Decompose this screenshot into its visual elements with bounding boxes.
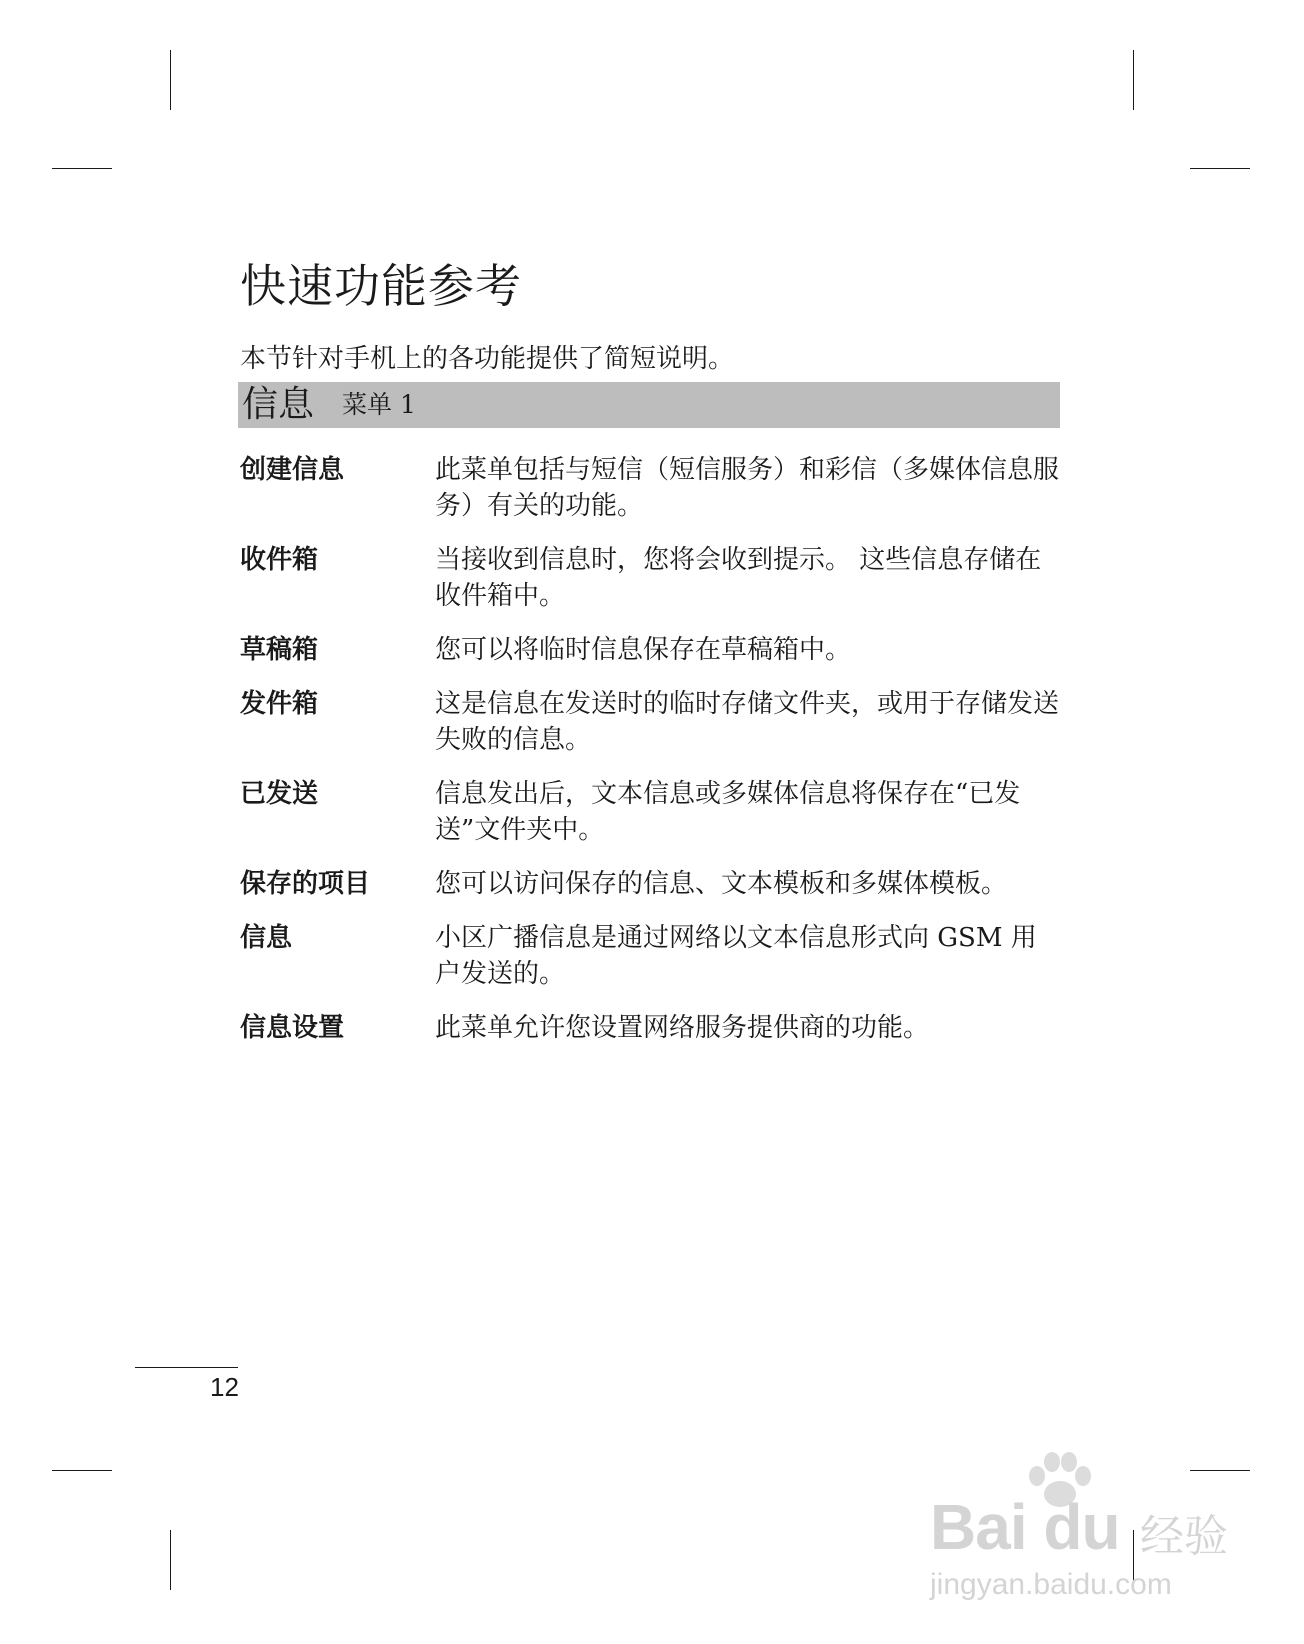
crop-mark-top-right — [1133, 50, 1134, 110]
list-item — [240, 542, 1060, 614]
section-title: 信息 — [242, 384, 315, 425]
intro-text: 本节针对手机上的各功能提供了简短说明。 — [240, 344, 735, 374]
item-description: 信息发出后，文本信息或多媒体信息将保存在“已发送”文件夹中。 — [435, 779, 1021, 845]
item-description: 当接收到信息时，您将会收到提示。 这些信息存储在收件箱中。 — [435, 545, 1042, 611]
crop-mark-top-left-h — [52, 168, 112, 169]
item-term: 保存的项目 — [240, 869, 371, 899]
footer-rule — [135, 1367, 238, 1368]
list-item — [240, 866, 1060, 902]
baidu-watermark — [930, 1450, 1230, 1610]
item-description: 这是信息在发送时的临时存储文件夹，或用于存储发送失败的信息。 — [435, 689, 1060, 755]
watermark-logo: Bai du — [930, 1491, 1120, 1563]
list-item — [240, 920, 1060, 992]
item-term: 草稿箱 — [240, 635, 319, 665]
list-item — [240, 686, 1060, 758]
page-number: 12 — [210, 1372, 239, 1402]
crop-mark-bottom-left-h — [52, 1470, 112, 1471]
item-description: 此菜单包括与短信（短信服务）和彩信（多媒体信息服务）有关的功能。 — [435, 455, 1060, 521]
list-item — [240, 1010, 1060, 1046]
item-description: 此菜单允许您设置网络服务提供商的功能。 — [435, 1013, 930, 1043]
section-header — [238, 382, 1060, 428]
watermark-url: jingyan.baidu.com — [930, 1568, 1172, 1601]
item-term: 信息 — [240, 923, 293, 953]
list-item — [240, 452, 1060, 524]
section-subtitle: 菜单 1 — [342, 390, 416, 419]
list-item — [240, 632, 1060, 668]
item-term: 收件箱 — [240, 545, 319, 575]
item-term: 已发送 — [240, 779, 319, 809]
function-list — [240, 452, 1060, 1064]
watermark-brand: 经验 — [1140, 1511, 1228, 1562]
page-title: 快速功能参考 — [240, 259, 522, 313]
list-item — [240, 776, 1060, 848]
item-description: 您可以将临时信息保存在草稿箱中。 — [435, 635, 852, 665]
item-description: 小区广播信息是通过网络以文本信息形式向 GSM 用户发送的。 — [435, 923, 1037, 989]
item-term: 创建信息 — [240, 455, 345, 485]
crop-mark-bottom-left — [170, 1530, 171, 1590]
item-description: 您可以访问保存的信息、文本模板和多媒体模板。 — [435, 869, 1008, 899]
item-term: 发件箱 — [240, 689, 319, 719]
crop-mark-top-left — [170, 50, 171, 110]
crop-mark-top-right-h — [1190, 168, 1250, 169]
item-term: 信息设置 — [240, 1013, 345, 1043]
